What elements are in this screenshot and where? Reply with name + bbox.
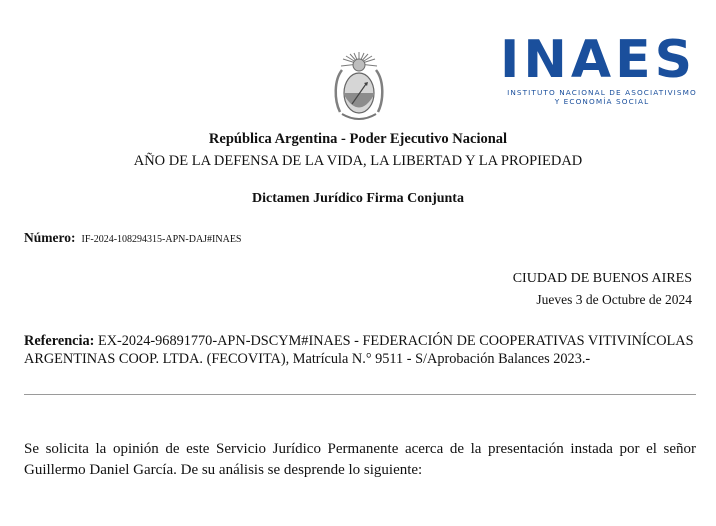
document-number-label: Número: xyxy=(24,230,76,245)
divider xyxy=(24,394,696,395)
header-year-motto: AÑO DE LA DEFENSA DE LA VIDA, LA LIBERTAD Y LA PROPIEDAD xyxy=(133,153,583,169)
reference-label: Referencia: xyxy=(24,333,95,349)
header-republic: República Argentina - Poder Ejecutivo Nacional xyxy=(208,131,508,147)
coat-of-arms-icon xyxy=(330,50,388,130)
logo-subtitle-line1: INSTITUTO NACIONAL DE ASOCIATIVISMO xyxy=(507,88,697,97)
reference-block xyxy=(24,332,694,368)
inaes-logo xyxy=(500,30,700,106)
logo-subtitle xyxy=(500,88,700,106)
logo-subtitle-line2: Y ECONOMÍA SOCIAL xyxy=(554,97,650,106)
document-title: Dictamen Jurídico Firma Conjunta xyxy=(252,191,464,206)
document-number-value: IF-2024-108294315-APN-DAJ#INAES xyxy=(81,234,242,245)
body-paragraph: Se solicita la opinión de este Servicio Jurídico Permanente acerca de la presentación instada por el señor Guillermo Daniel García. De su análisis se desprende lo siguiente: xyxy=(24,441,696,478)
document-place: CIUDAD DE BUENOS AIRES xyxy=(512,271,692,286)
reference-text: EX-2024-96891770-APN-DSCYM#INAES - FEDERACIÓN DE COOPERATIVAS VITIVINÍCOLAS ARGENTINAS COOP. LTDA. (FECOVITA), Matrícula N.° 9511 - S/Aprobación Balances 2023.- xyxy=(24,333,694,367)
document-date: Jueves 3 de Octubre de 2024 xyxy=(536,292,692,307)
logo-wordmark: INAES xyxy=(500,30,697,90)
document-number xyxy=(24,230,242,246)
